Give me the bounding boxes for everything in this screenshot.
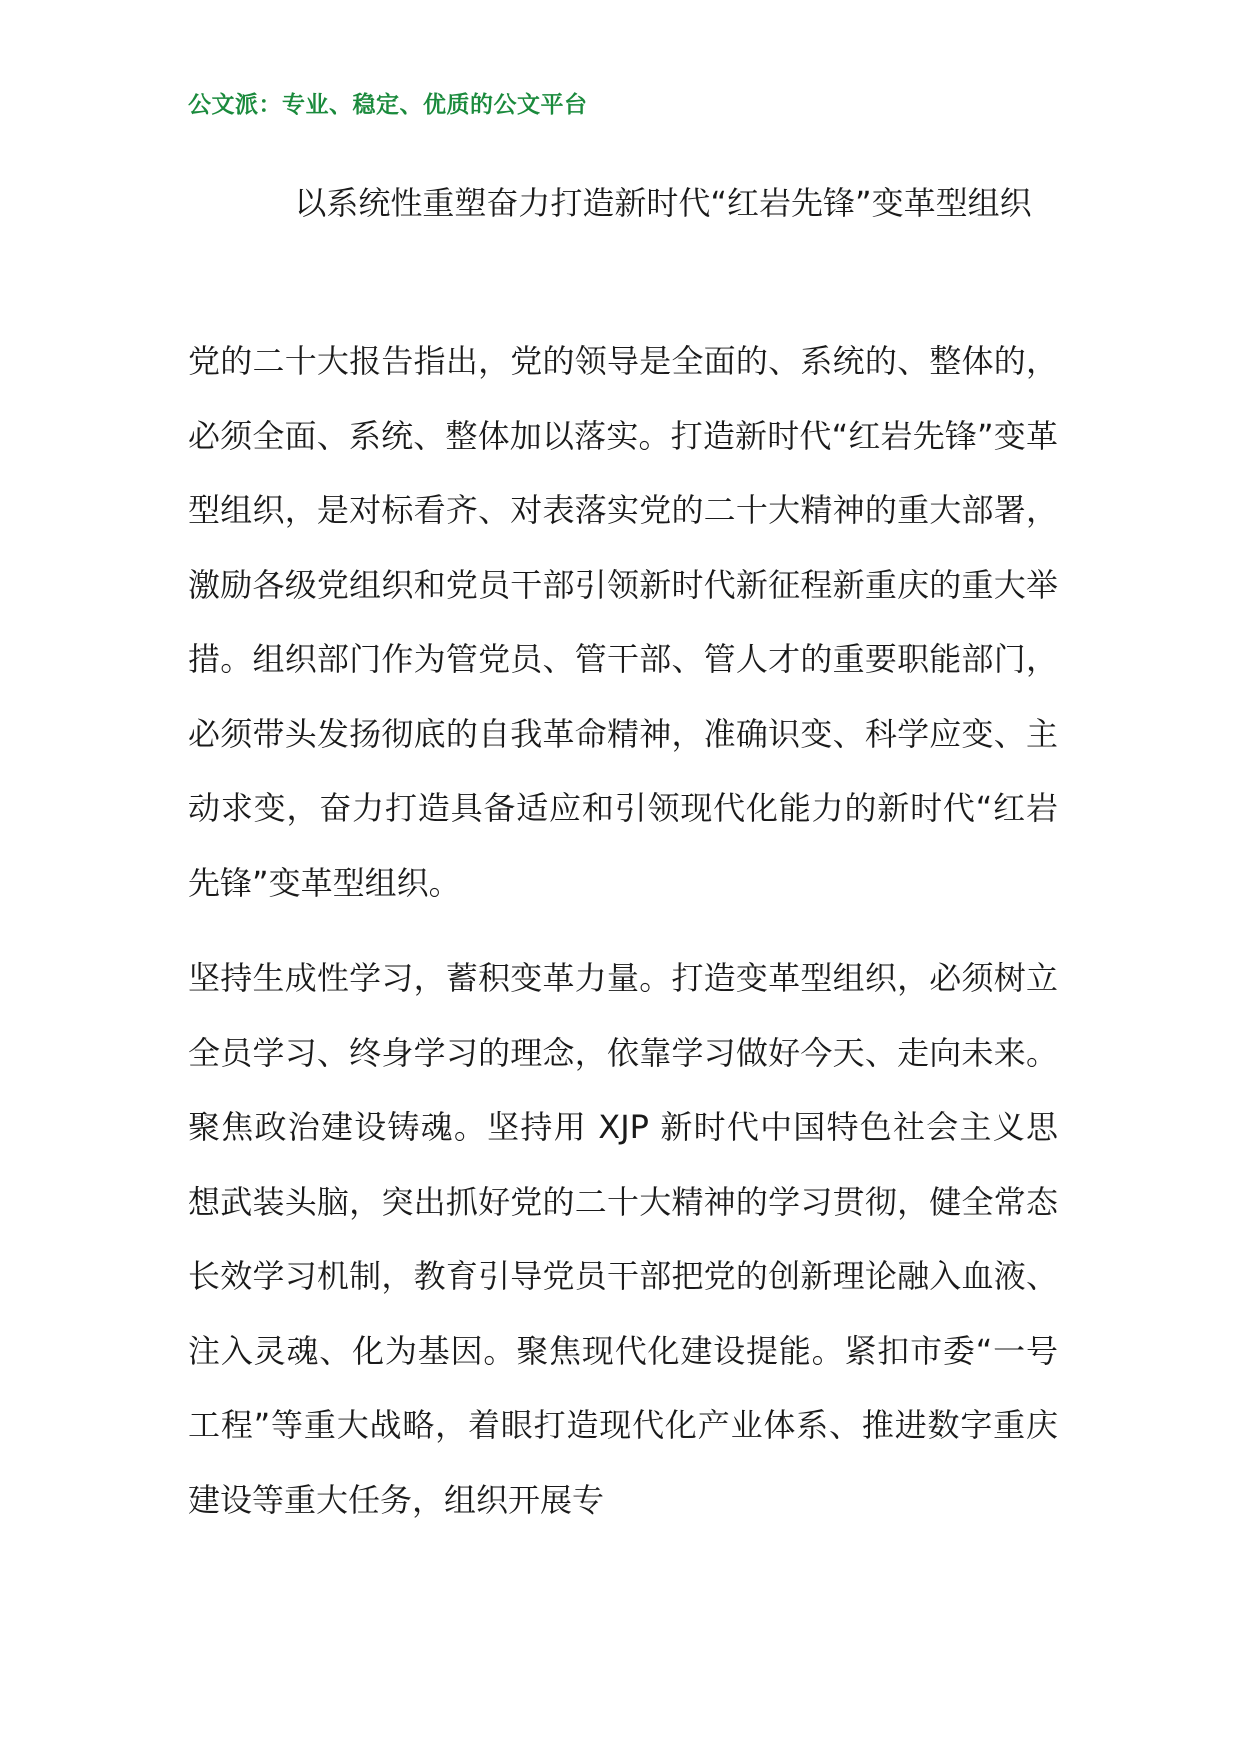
site-slogan-header: 公文派：专业、稳定、优质的公文平台 <box>188 91 588 118</box>
body-paragraph-1: 党的二十大报告指出，党的领导是全面的、系统的、整体的，必须全面、系统、整体加以落实。打造新时代“红岩先锋”变革型组织，是对标看齐、对表落实党的二十大精神的重大部署，激励各级党组织和党员干部引领新时代新征程新重庆的重大举措。组织部门作为管党员、管干部、管人才的重要职能部门，必须带头发扬彻底的自我革命精神，准确识变、科学应变、主动求变，奋力打造具备适应和引领现代化能力的新时代“红岩先锋”变革型组织。 <box>188 342 1058 902</box>
body-paragraph-2: 坚持生成性学习，蓄积变革力量。打造变革型组织，必须树立全员学习、终身学习的理念，依靠学习做好今天、走向未来。聚焦政治建设铸魂。坚持用 XJP 新时代中国特色社会主义思想武装头脑，突出抓好党的二十大精神的学习贯彻，健全常态长效学习机制，教育引导党员干部把党的创新理论融入血液、注入灵魂、化为基因。聚焦现代化建设提能。紧扣市委“一号工程”等重大战略，着眼打造现代化产业体系、推进数字重庆建设等重大任务，组织开展专 <box>188 959 1058 1519</box>
document-title: 以系统性重塑奋力打造新时代“红岩先锋”变革型组织 <box>294 184 1032 222</box>
